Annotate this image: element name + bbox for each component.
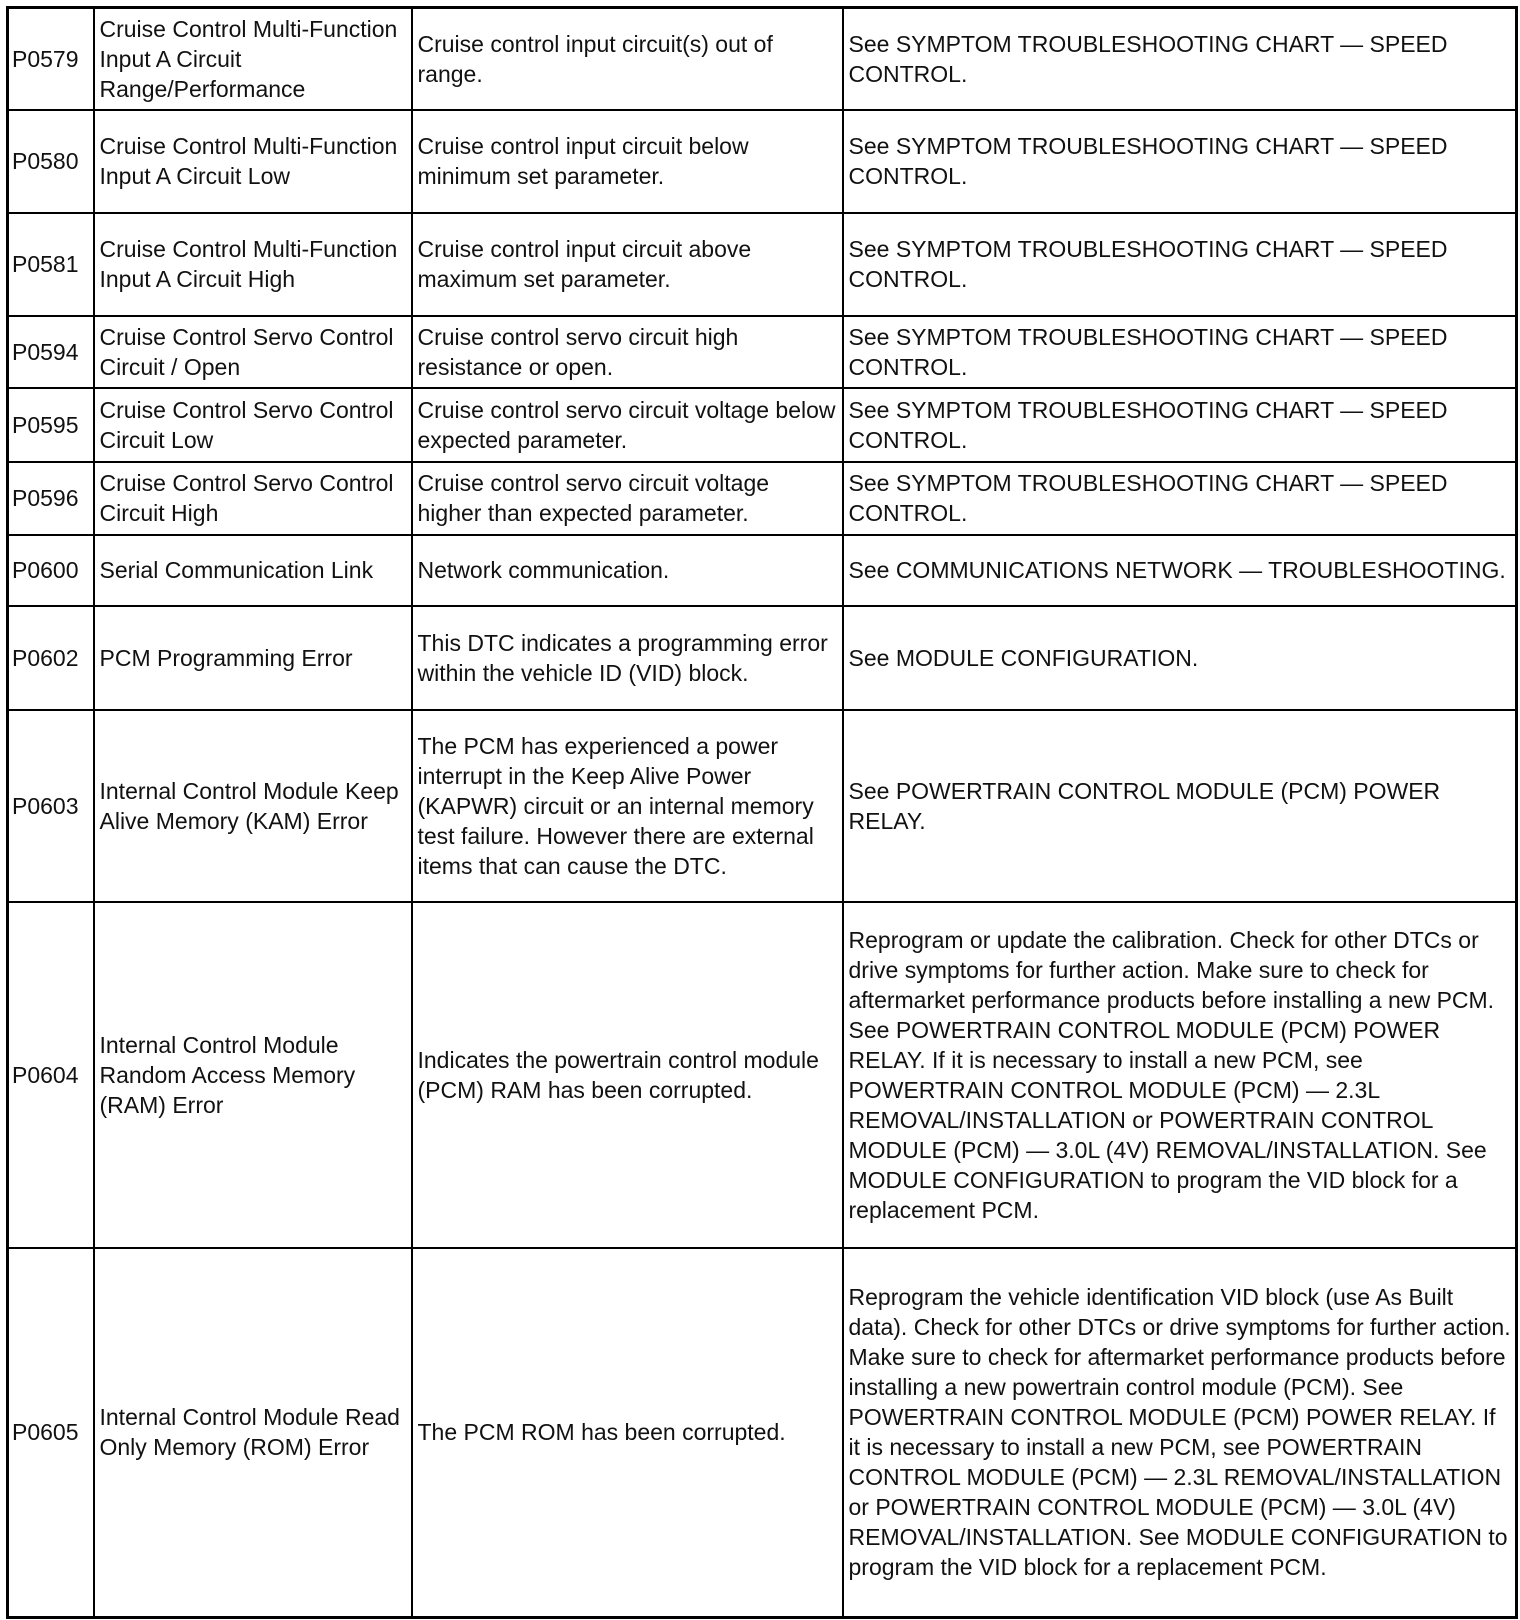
dtc-action: Reprogram the vehicle identification VID block (use As Built data). Check for other DTCs or drive symptoms for further action. Make sure to check for aftermarket performance products before installing a new powertrain control module (PCM). See POWERTRAIN CONTROL MODULE (PCM) POWER RELAY. If it is necessary to install a new PCM, see POWERTRAIN CONTROL MODULE (PCM) — 2.3L REMOVAL/INSTALLATION or POWERTRAIN CONTROL MODULE (PCM) — 3.0L (4V) REMOVAL/INSTALLATION. See MODULE CONFIGURATION to program the VID block for a replacement PCM. — [843, 1248, 1517, 1618]
table-row — [8, 535, 1517, 606]
dtc-code: P0581 — [8, 213, 94, 316]
dtc-name: Cruise Control Multi-Function Input A Circuit High — [94, 213, 412, 316]
dtc-action: See COMMUNICATIONS NETWORK — TROUBLESHOOTING. — [843, 535, 1517, 606]
dtc-name: Internal Control Module Keep Alive Memory (KAM) Error — [94, 710, 412, 902]
dtc-code: P0600 — [8, 535, 94, 606]
dtc-description: Cruise control input circuit(s) out of range. — [412, 8, 843, 110]
dtc-code: P0594 — [8, 316, 94, 388]
table-row — [8, 8, 1517, 110]
dtc-name: Cruise Control Servo Control Circuit / Open — [94, 316, 412, 388]
dtc-description: Cruise control servo circuit high resistance or open. — [412, 316, 843, 388]
dtc-action: Reprogram or update the calibration. Check for other DTCs or drive symptoms for further action. Make sure to check for aftermarket performance products before installing a new PCM. See POWERTRAIN CONTROL MODULE (PCM) POWER RELAY. If it is necessary to install a new PCM, see POWERTRAIN CONTROL MODULE (PCM) — 2.3L REMOVAL/INSTALLATION or POWERTRAIN CONTROL MODULE (PCM) — 3.0L (4V) REMOVAL/INSTALLATION. See MODULE CONFIGURATION to program the VID block for a replacement PCM. — [843, 902, 1517, 1248]
dtc-description: Cruise control input circuit above maximum set parameter. — [412, 213, 843, 316]
dtc-code: P0580 — [8, 110, 94, 213]
table-row — [8, 606, 1517, 710]
dtc-code: P0603 — [8, 710, 94, 902]
dtc-action: See SYMPTOM TROUBLESHOOTING CHART — SPEED CONTROL. — [843, 462, 1517, 535]
dtc-description: The PCM ROM has been corrupted. — [412, 1248, 843, 1618]
dtc-name: PCM Programming Error — [94, 606, 412, 710]
dtc-action: See SYMPTOM TROUBLESHOOTING CHART — SPEED CONTROL. — [843, 388, 1517, 462]
dtc-name: Serial Communication Link — [94, 535, 412, 606]
dtc-name: Cruise Control Multi-Function Input A Circuit Range/Performance — [94, 8, 412, 110]
dtc-action: See SYMPTOM TROUBLESHOOTING CHART — SPEED CONTROL. — [843, 213, 1517, 316]
table-row — [8, 388, 1517, 462]
dtc-name: Internal Control Module Read Only Memory (ROM) Error — [94, 1248, 412, 1618]
dtc-description: Cruise control input circuit below minimum set parameter. — [412, 110, 843, 213]
dtc-description: Network communication. — [412, 535, 843, 606]
dtc-code: P0602 — [8, 606, 94, 710]
dtc-name: Cruise Control Servo Control Circuit High — [94, 462, 412, 535]
dtc-name: Internal Control Module Random Access Memory (RAM) Error — [94, 902, 412, 1248]
table-row — [8, 110, 1517, 213]
dtc-description: Indicates the powertrain control module (PCM) RAM has been corrupted. — [412, 902, 843, 1248]
dtc-description: Cruise control servo circuit voltage below expected parameter. — [412, 388, 843, 462]
dtc-code: P0605 — [8, 1248, 94, 1618]
dtc-action: See SYMPTOM TROUBLESHOOTING CHART — SPEED CONTROL. — [843, 8, 1517, 110]
table-row — [8, 1248, 1517, 1618]
table-row — [8, 213, 1517, 316]
table-row — [8, 462, 1517, 535]
dtc-action: See SYMPTOM TROUBLESHOOTING CHART — SPEED CONTROL. — [843, 110, 1517, 213]
dtc-action: See SYMPTOM TROUBLESHOOTING CHART — SPEED CONTROL. — [843, 316, 1517, 388]
dtc-name: Cruise Control Servo Control Circuit Low — [94, 388, 412, 462]
dtc-description: The PCM has experienced a power interrupt in the Keep Alive Power (KAPWR) circuit or an internal memory test failure. However there are external items that can cause the DTC. — [412, 710, 843, 902]
table-row — [8, 710, 1517, 902]
dtc-name: Cruise Control Multi-Function Input A Circuit Low — [94, 110, 412, 213]
dtc-code: P0596 — [8, 462, 94, 535]
dtc-code: P0595 — [8, 388, 94, 462]
dtc-action: See MODULE CONFIGURATION. — [843, 606, 1517, 710]
dtc-code: P0579 — [8, 8, 94, 110]
dtc-description: This DTC indicates a programming error within the vehicle ID (VID) block. — [412, 606, 843, 710]
dtc-action: See POWERTRAIN CONTROL MODULE (PCM) POWER RELAY. — [843, 710, 1517, 902]
table-row — [8, 316, 1517, 388]
dtc-description: Cruise control servo circuit voltage higher than expected parameter. — [412, 462, 843, 535]
dtc-table — [6, 6, 1518, 1619]
dtc-code: P0604 — [8, 902, 94, 1248]
table-row — [8, 902, 1517, 1248]
